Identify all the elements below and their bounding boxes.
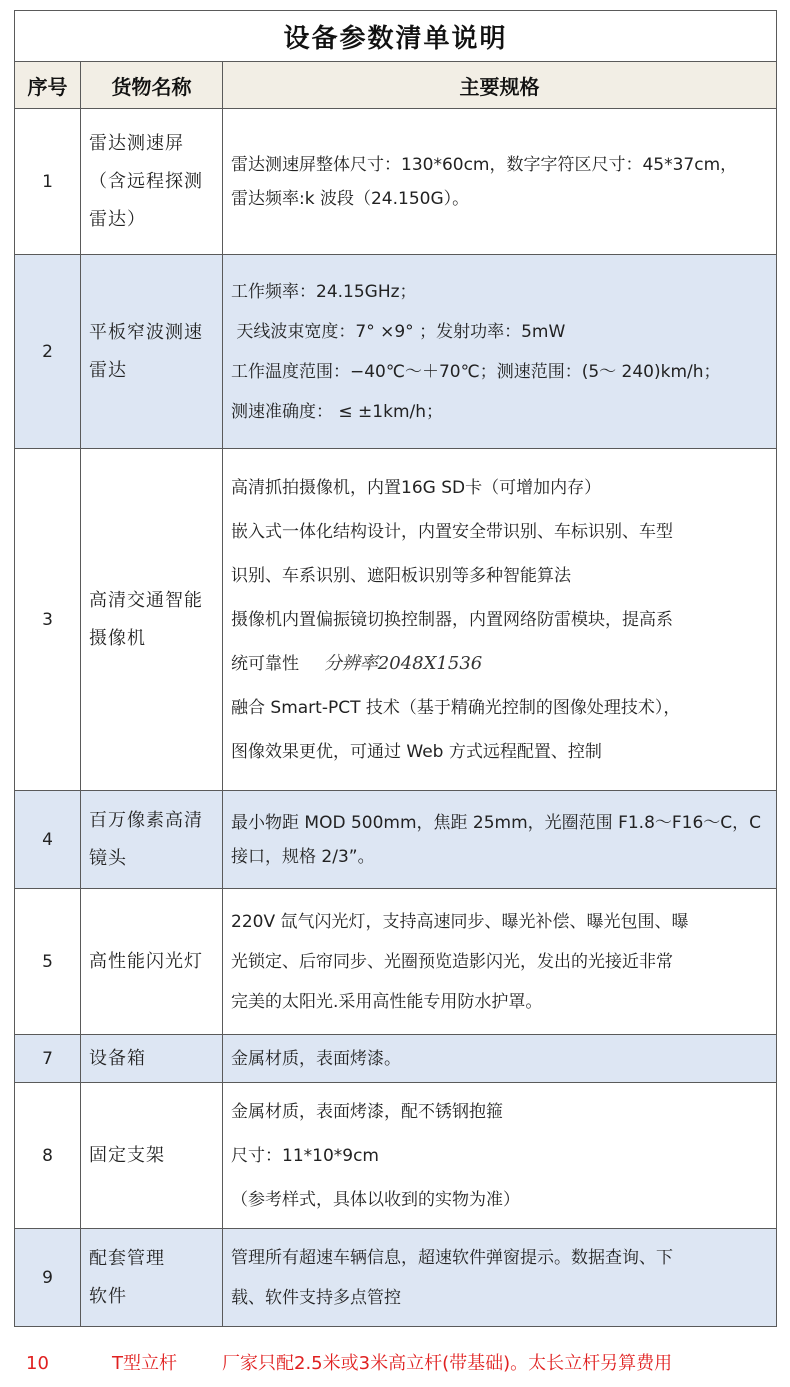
table-title: 设备参数清单说明 [15,11,777,62]
row-name [81,1083,223,1229]
row-spec [223,109,777,255]
name-line: 软件 [89,1285,127,1307]
table-row [15,889,777,1035]
row-name [81,449,223,791]
row-spec [223,255,777,449]
table-row [15,109,777,255]
spec-line: 图像效果更优，可通过 Web 方式远程配置、控制 [231,741,602,762]
row-name [81,1229,223,1327]
spec-line: 金属材质，表面烤漆。 [231,1048,401,1069]
spec-line: 识别、车系识别、遮阳板识别等多种智能算法 [231,565,571,586]
name-line: 固定支架 [89,1144,165,1166]
row-no: 1 [15,109,81,255]
spec-line: 工作温度范围：−40℃～＋70℃；测速范围：(5～ 240)km/h； [231,361,721,382]
spec-line: 最小物距 MOD 500mm，焦距 25mm，光圈范围 F1.8～F16～C，C [231,812,762,833]
spec-line: 天线波束宽度：7° ×9° ；发射功率：5mW [231,321,566,342]
spec-line: 接口，规格 2/3”。 [231,846,375,867]
row-no: 3 [15,449,81,791]
name-line: 设备箱 [89,1047,146,1069]
table-row [15,1035,777,1083]
spec-line: 嵌入式一体化结构设计，内置安全带识别、车标识别、车型 [231,521,673,542]
spec-line: 220V 氙气闪光灯，支持高速同步、曝光补偿、曝光包围、曝 [231,911,689,932]
name-line: 配套管理 [89,1247,165,1269]
table-row [15,449,777,791]
footer-note-row [14,1344,776,1384]
spec-line: 载、软件支持多点管控 [231,1287,401,1308]
name-line: 摄像机 [89,627,146,649]
footer-name: T型立杆 [112,1353,177,1374]
row-spec [223,889,777,1035]
spec-line: 融合 Smart-PCT 技术（基于精确光控制的图像处理技术）， [231,697,681,718]
spec-line: 光锁定、后帘同步、光圈预览造影闪光，发出的光接近非常 [231,951,673,972]
row-no: 7 [15,1035,81,1083]
table-row [15,791,777,889]
spec-line: 管理所有超速车辆信息，超速软件弹窗提示。数据查询、下 [231,1247,673,1268]
header-spec: 主要规格 [223,62,777,109]
resolution-text: 分辨率2048X1536 [323,652,483,674]
spec-line: 摄像机内置偏振镜切换控制器，内置网络防雷模块，提高系 [231,609,673,630]
row-no: 8 [15,1083,81,1229]
name-line: 雷达测速屏 [89,132,184,154]
spec-line [231,642,768,686]
row-name [81,1035,223,1083]
header-name: 货物名称 [81,62,223,109]
table-row [15,1083,777,1229]
name-line: 高性能闪光灯 [89,950,203,972]
row-name [81,889,223,1035]
row-name [81,255,223,449]
spec-line: 高清抓拍摄像机，内置16G SD卡（可增加内存） [231,477,602,498]
spec-line: （参考样式，具体以收到的实物为准） [231,1189,520,1210]
spec-line: 金属材质，表面烤漆，配不锈钢抱箍 [231,1101,503,1122]
row-spec [223,1229,777,1327]
spec-line: 雷达测速屏整体尺寸：130*60cm，数字字符区尺寸：45*37cm， [231,154,738,175]
name-line: 镜头 [89,847,127,869]
row-no: 9 [15,1229,81,1327]
table-row [15,255,777,449]
table-row [15,1229,777,1327]
name-line: 百万像素高清 [89,809,203,831]
footer-no: 10 [26,1353,49,1374]
header-no: 序号 [15,62,81,109]
equipment-spec-sheet [14,10,776,1327]
name-line: 高清交通智能 [89,589,203,611]
name-line: 雷达 [89,359,127,381]
row-spec [223,791,777,889]
row-name [81,791,223,889]
header-row [15,62,777,109]
spec-line: 测速准确度： ≤ ±1km/h； [231,401,444,422]
row-spec [223,1035,777,1083]
row-no: 5 [15,889,81,1035]
row-spec [223,1083,777,1229]
spec-line: 工作频率：24.15GHz； [231,281,417,302]
spec-text: 统可靠性 [231,653,299,674]
footer-spec: 厂家只配2.5米或3米高立杆(带基础)。太长立杆另算费用 [222,1353,673,1374]
spec-line: 尺寸：11*10*9cm [231,1145,379,1166]
name-line: 雷达） [89,208,146,230]
spec-table [14,10,777,1327]
row-spec [223,449,777,791]
name-line: （含远程探测 [89,170,203,192]
spec-line: 雷达频率:k 波段（24.150G）。 [231,188,470,209]
name-line: 平板窄波测速 [89,321,203,343]
spec-line: 完美的太阳光.采用高性能专用防水护罩。 [231,991,543,1012]
row-no: 2 [15,255,81,449]
row-no: 4 [15,791,81,889]
row-name [81,109,223,255]
